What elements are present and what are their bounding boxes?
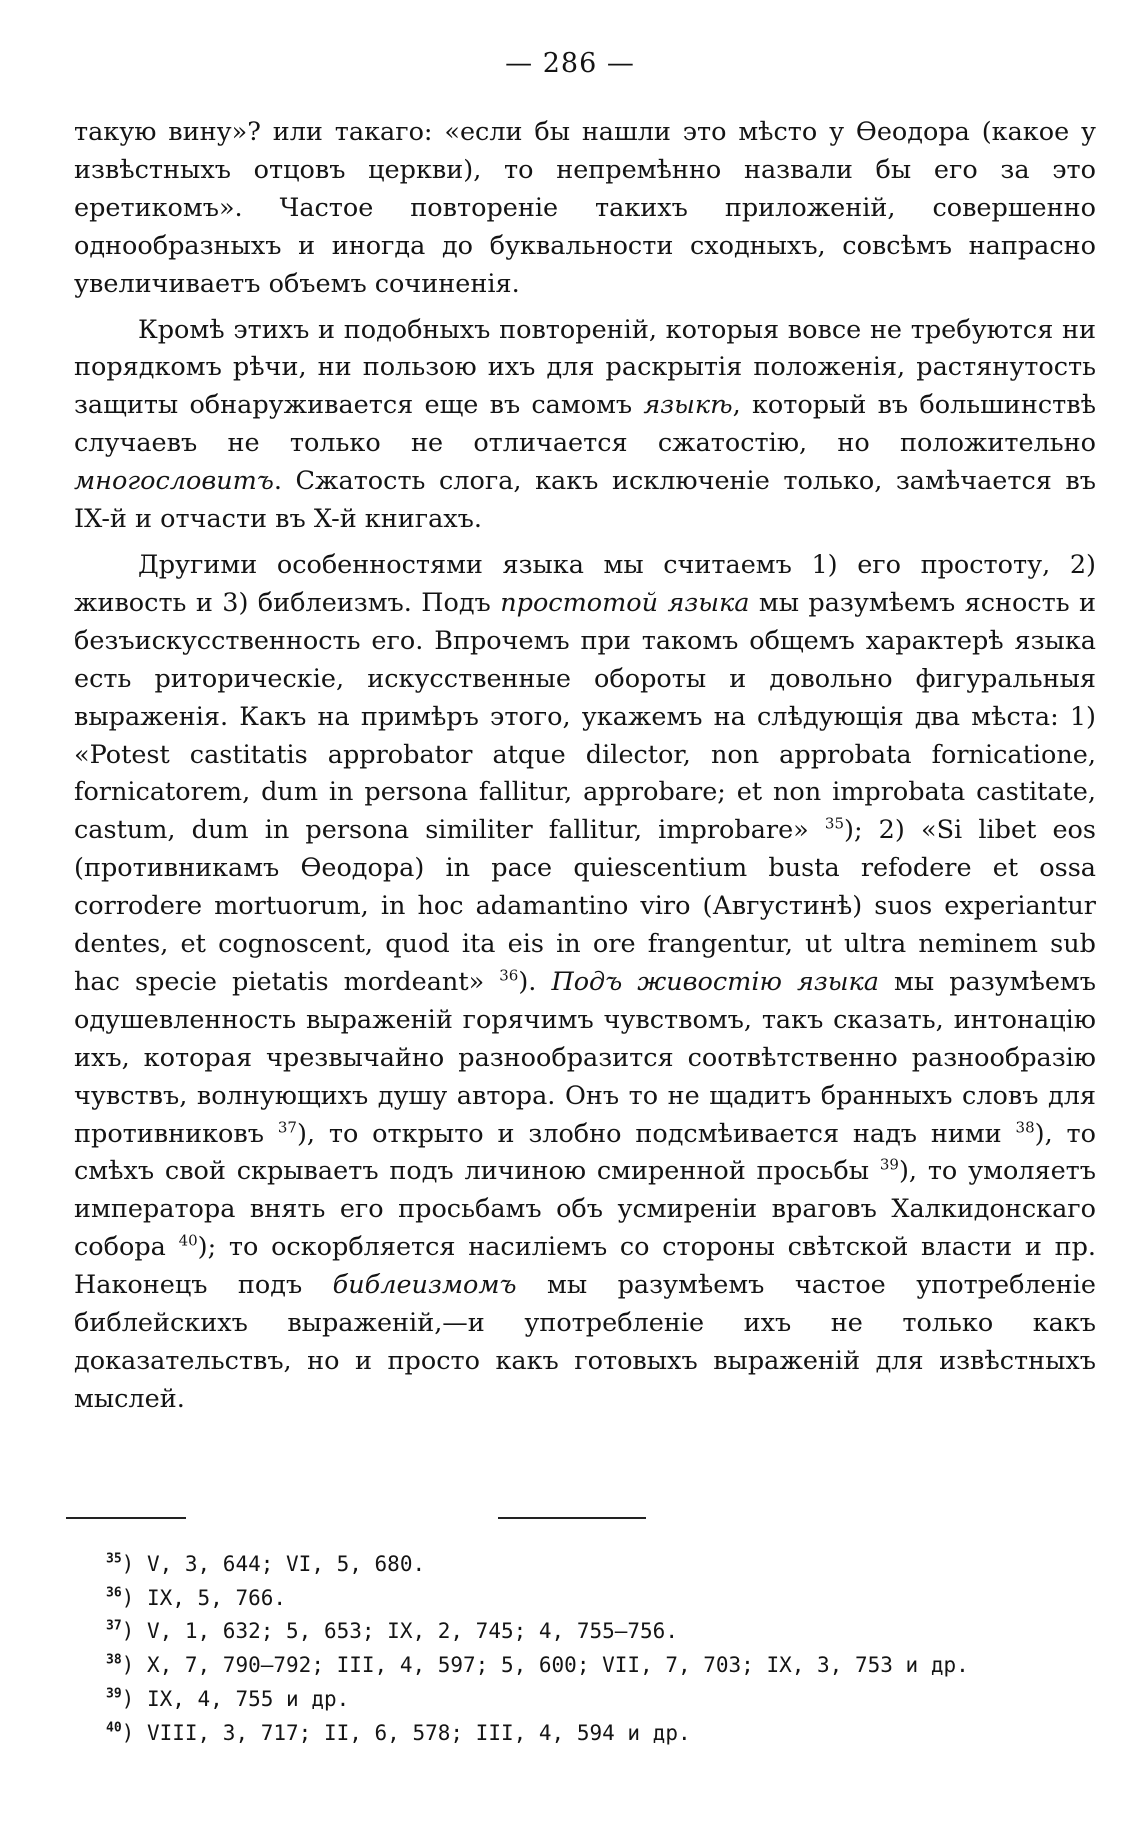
footnote-39: $^{39}$) IX, 4, 755 и др. [106, 1686, 350, 1711]
footnote-ref: 36 [499, 966, 519, 985]
footnote-ref: 35 [824, 814, 845, 833]
footnote-40: $^{40}$) VIII, 3, 717; II, 6, 578; III, 4, 594 и др. [106, 1720, 691, 1745]
footnote-36: $^{36}$) IX, 5, 766. [106, 1585, 287, 1610]
italic-term: многословитъ [74, 466, 274, 497]
footnotes [106, 1548, 1066, 1750]
paragraph-2: Кромѣ этихъ и подобныхъ повтореній, которыя вовсе не требуются ни порядкомъ рѣчи, ни пользою ихъ для раскрытія положенія, растянутость защиты обнаруживается еще въ самомъ языкѣ, который въ большинствѣ случаевъ не только не отличается сжатостію, но положительно многословитъ. Сжатость слога, какъ исключеніе только, замѣчается въ IX-й и отчасти въ X-й книгахъ. [74, 314, 1096, 535]
paragraph-1: такую вину»? или такаго: «если бы нашли это мѣсто у Ѳеодора (какое у извѣстныхъ отцовъ церкви), то непремѣнно назвали бы его за это еретикомъ». Частое повтореніе такихъ приложеній, совершенно однообразныхъ и иногда до буквальности сходныхъ, совсѣмъ напрасно увеличиваетъ объемъ сочиненія. [74, 117, 1096, 299]
paragraph-3: Другими особенностями языка мы считаемъ 1) его простоту, 2) живость и 3) библеизмъ. Подъ простотой языка мы разумѣемъ ясность и безъискусственность его. Впрочемъ при такомъ общемъ характерѣ языка есть риторическіе, искусственные обороты и довольно фигуральныя выраженія. Какъ на примѣръ этого, укажемъ на слѣдующія два мѣста: 1) «Potest castitatis approbator atque dilector, non approbata fornicatione, fornicatorem, dum in persona fallitur, approbare; et non improbata castitate, castum, dum in persona similiter fallitur, improbare» $^{35}$); 2) «Si libet eos (противникамъ Ѳеодора) in pace quiescentium busta refodere et ossa corrodere mortuorum, in hoc adamantino viro (Августинѣ) suos experiantur dentes, et cognoscent, quod ita eis in ore frangentur, ut ultra neminem sub hac specie pietatis mordeant» $^{36}$). Подъ живостію языка мы разумѣемъ одушевленность выраженій горячимъ чувствомъ, такъ сказать, интонацію ихъ, которая чрезвычайно разнообразится соотвѣтственно разнообразію чувствъ, волнующихъ душу автора. Онъ то не щадитъ бранныхъ словъ для противниковъ $^{37}$), то открыто и злобно подсмѣивается надъ ними $^{38}$), то смѣхъ свой скрываетъ подъ личиною смиренной просьбы $^{39}$), то умоляетъ императора внять его просьбамъ объ усмиреніи враговъ Халкидонскаго собора $^{40}$); то оскорбляется насиліемъ со стороны свѣтской власти и пр. Наконецъ подъ библеизмомъ мы разумѣемъ частое употребленіе библейскихъ выраженій,—и употребленіе ихъ не только какъ доказательствъ, но и просто какъ готовыхъ выраженій для извѣстныхъ мыслей. [74, 549, 1097, 1414]
separator-rule-left [66, 1517, 186, 1519]
page-number: — 286 — [505, 48, 635, 79]
footnote-ref: 37 [277, 1117, 297, 1136]
footnote-37: $^{37}$) V, 1, 632; 5, 653; IX, 2, 745; 4, 755—756. [106, 1618, 678, 1644]
footnote-ref: 39 [879, 1155, 899, 1174]
footnote-ref: 38 [1015, 1117, 1035, 1136]
italic-term: языкѣ [643, 390, 733, 421]
footnote-35: $^{35}$) V, 3, 644; VI, 5, 680. [106, 1551, 426, 1576]
italic-term: простотой языка [500, 587, 750, 618]
italic-term: библеизмомъ [332, 1270, 517, 1301]
footnote-ref: 40 [178, 1231, 198, 1250]
footnote-separator [0, 1517, 1140, 1521]
main-text [74, 114, 1096, 1419]
italic-term: Подъ живостію языка [551, 966, 879, 997]
footnote-38: $^{38}$) X, 7, 790—792; III, 4, 597; 5, 600; VII, 7, 703; IX, 3, 753 и др. [106, 1652, 969, 1678]
separator-rule-center [498, 1517, 646, 1519]
